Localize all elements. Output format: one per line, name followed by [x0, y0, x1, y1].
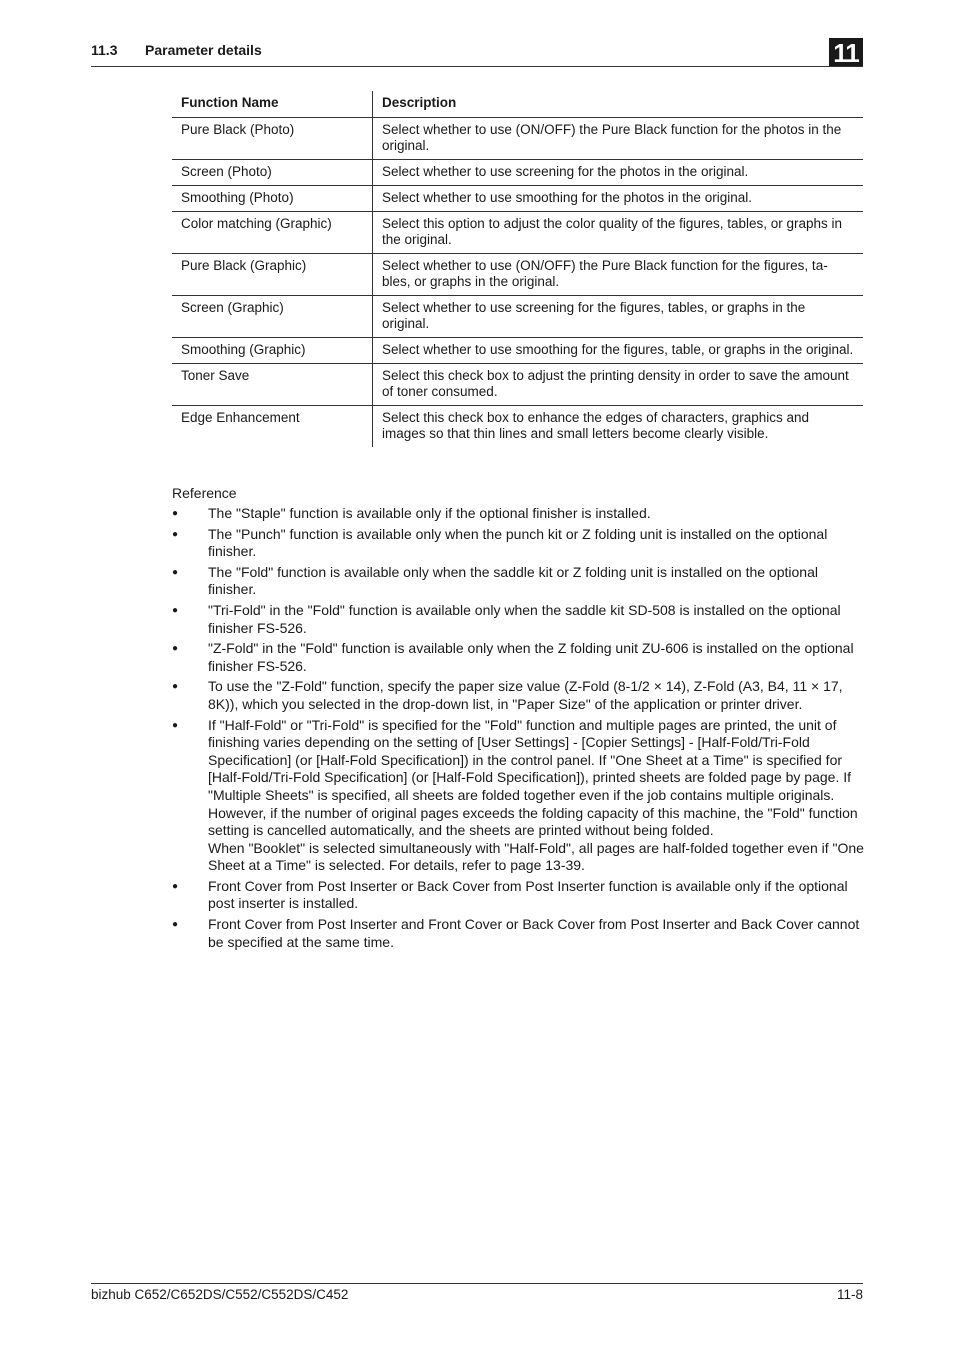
list-item [172, 602, 864, 637]
description-cell: Select whether to use screening for the figures, tables, or graphs in the original. [373, 296, 864, 338]
parameter-table [172, 91, 863, 447]
table-row [172, 338, 863, 364]
table-row [172, 118, 863, 160]
bullet-icon: ● [172, 880, 179, 892]
page-footer [91, 1283, 863, 1302]
footer-model: bizhub C652/C652DS/C552/C552DS/C452 [91, 1287, 349, 1302]
list-item [172, 916, 864, 951]
description-cell: Select whether to use (ON/OFF) the Pure Black function for the figures, ta-bles, or graphs in the original. [373, 254, 864, 296]
reference-section [172, 485, 864, 954]
table-header-row [172, 91, 863, 118]
function-name-cell: Toner Save [172, 364, 373, 406]
reference-text: To use the "Z-Fold" function, specify the paper size value (Z-Fold (8-1/2 × 14), Z-Fold (A3, B4, 11 × 17, 8K)), which you selected in the drop-down list, in "Paper Size" of the application or printer driver. [208, 678, 843, 712]
table-row [172, 296, 863, 338]
list-item [172, 878, 864, 913]
bullet-icon: ● [172, 681, 179, 693]
reference-text: "Z-Fold" in the "Fold" function is available only when the Z folding unit ZU-606 is installed on the optional finisher FS-526. [208, 640, 854, 674]
reference-text: If "Half-Fold" or "Tri-Fold" is specified for the "Fold" function and multiple pages are printed, the unit of finishing varies depending on the setting of [User Settings] - [Copier Settings] - [Half-Fold/Tri-Fold Specification] (or [Half-Fold Specification]) in the control panel. If "One Sheet at a Time" is specified for [Half-Fold/Tri-Fold Specification] (or [Half-Fold Specification]), printed sheets are folded page by page. If "Multiple Sheets" is specified, all sheets are folded together even if the job contains multiple originals. However, if the number of original pages exceeds the folding capacity of this machine, the "Fold" function setting is cancelled automatically, and the sheets are printed without being folded. [208, 716, 858, 839]
reference-text: Front Cover from Post Inserter and Front Cover or Back Cover from Post Inserter and Back Cover cannot be specified at the same time. [208, 916, 860, 950]
column-header-description: Description [373, 91, 864, 118]
description-cell: Select this check box to adjust the printing density in order to save the amount of toner consumed. [373, 364, 864, 406]
reference-label: Reference [172, 485, 237, 501]
list-item [172, 678, 864, 713]
function-name-cell: Color matching (Graphic) [172, 212, 373, 254]
description-cell: Select whether to use smoothing for the figures, table, or graphs in the original. [373, 338, 864, 364]
table-body [172, 118, 863, 448]
bullet-icon: ● [172, 508, 179, 519]
section-title: Parameter details [145, 42, 262, 58]
table-row [172, 254, 863, 296]
reference-text: The "Fold" function is available only when the saddle kit or Z folding unit is installed on the optional finisher. [208, 563, 818, 598]
table-row [172, 364, 863, 406]
function-name-cell: Smoothing (Photo) [172, 186, 373, 212]
description-cell: Select this option to adjust the color quality of the figures, tables, or graphs in the original. [373, 212, 864, 254]
function-name-cell: Edge Enhancement [172, 406, 373, 448]
reference-extra-text: When "Booklet" is selected simultaneously with "Half-Fold", all pages are half-folded together even if "One Sheet at a Time" is selected. For details, refer to page 13-39. [208, 839, 864, 874]
function-name-cell: Screen (Photo) [172, 160, 373, 186]
footer-page-number: 11-8 [836, 1287, 863, 1302]
description-cell: Select whether to use smoothing for the photos in the original. [373, 186, 864, 212]
bullet-icon: ● [172, 919, 179, 931]
bullet-icon: ● [172, 604, 179, 616]
reference-list [172, 505, 864, 951]
reference-text: The "Punch" function is available only when the punch kit or Z folding unit is installed on the optional finisher. [208, 525, 828, 560]
page-header [91, 38, 863, 67]
list-item [172, 505, 864, 523]
table-row [172, 406, 863, 448]
bullet-icon: ● [172, 719, 179, 731]
reference-text: "Tri-Fold" in the "Fold" function is available only when the saddle kit SD-508 is installed on the optional finisher FS-526. [208, 601, 841, 636]
description-cell: Select whether to use (ON/OFF) the Pure Black function for the photos in the original. [373, 118, 864, 160]
bullet-icon: ● [172, 528, 179, 540]
list-item [172, 717, 864, 875]
list-item [172, 564, 864, 599]
table-row [172, 212, 863, 254]
function-name-cell: Smoothing (Graphic) [172, 338, 373, 364]
table-row [172, 160, 863, 186]
function-name-cell: Pure Black (Graphic) [172, 254, 373, 296]
column-header-function-name: Function Name [172, 91, 373, 118]
reference-text: Front Cover from Post Inserter or Back Cover from Post Inserter function is available only if the optional post inserter is installed. [208, 877, 848, 912]
reference-text: The "Staple" function is available only if the optional finisher is installed. [208, 505, 651, 521]
chapter-badge [829, 38, 863, 66]
description-cell: Select whether to use screening for the photos in the original. [373, 160, 864, 186]
function-name-cell: Screen (Graphic) [172, 296, 373, 338]
chapter-number: 11 [833, 38, 859, 68]
function-name-cell: Pure Black (Photo) [172, 118, 373, 160]
table-row [172, 186, 863, 212]
description-cell: Select this check box to enhance the edges of characters, graphics and images so that thin lines and small letters become clearly visible. [373, 406, 864, 448]
list-item [172, 526, 864, 561]
list-item [172, 640, 864, 675]
bullet-icon: ● [172, 643, 179, 655]
bullet-icon: ● [172, 566, 179, 578]
section-number: 11.3 [91, 42, 118, 58]
